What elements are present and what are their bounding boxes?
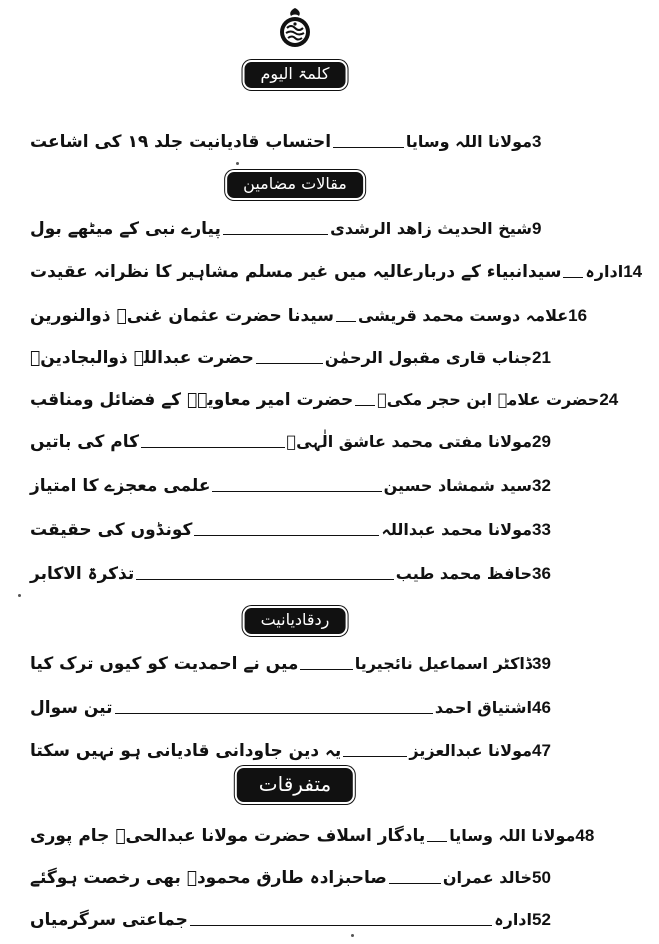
section-heading-mutafarriqat: متفرقات bbox=[237, 768, 353, 802]
entry-page-number: 50 bbox=[532, 868, 551, 887]
entry-title: حضرت عبداللہ ذوالبجادینؓ bbox=[30, 348, 254, 368]
entry-page-number: 29 bbox=[532, 432, 551, 451]
entry-page-number: 47 bbox=[532, 741, 551, 760]
dotted-leader bbox=[115, 713, 433, 714]
toc-entry[interactable] bbox=[28, 256, 643, 284]
entry-title: کونڈوں کی حقیقت bbox=[30, 520, 193, 540]
entry-title: کام کی باتیں bbox=[30, 432, 140, 452]
entry-title: علمی معجزے کا امتیاز bbox=[30, 476, 211, 496]
entry-author: مولانا عبدالعزیز bbox=[409, 741, 532, 760]
entry-page-number: 3 bbox=[532, 132, 542, 151]
section-heading-maqalat: مقالات مضامین bbox=[227, 172, 363, 198]
dotted-leader bbox=[355, 405, 375, 406]
entry-page-number: 32 bbox=[532, 476, 551, 495]
dotted-leader bbox=[333, 147, 404, 148]
toc-entry[interactable] bbox=[28, 820, 595, 848]
entry-page-number: 24 bbox=[599, 390, 619, 409]
entry-author: ڈاکٹر اسماعیل نائجیریا bbox=[354, 654, 532, 673]
entry-author: مولانا مفتی محمد عاشق الٰہیؒ bbox=[286, 432, 532, 451]
toc-entry[interactable] bbox=[28, 514, 568, 542]
toc-entry[interactable] bbox=[28, 300, 588, 328]
entry-page-number: 39 bbox=[532, 654, 551, 673]
calligraphy-emblem-icon bbox=[277, 6, 313, 50]
entry-author: اشتیاق احمد bbox=[434, 698, 532, 717]
section-heading-radd-qadianiyat: ردقادیانیت bbox=[245, 608, 346, 634]
toc-entry[interactable] bbox=[28, 904, 568, 932]
entry-author: مولانا اللہ وسایا bbox=[449, 826, 576, 845]
entry-page-number: 33 bbox=[532, 520, 551, 539]
entry-page-number: 16 bbox=[568, 306, 588, 325]
dotted-leader bbox=[256, 363, 323, 364]
entry-page-number: 9 bbox=[532, 219, 542, 238]
entry-title: سیدانبیاء کے دربارعالیہ میں غیر مسلم مشاہیر کا نظرانہ عقیدت bbox=[30, 262, 562, 282]
toc-entry[interactable] bbox=[28, 426, 568, 454]
dotted-leader bbox=[563, 277, 583, 278]
entry-title: تین سوال bbox=[30, 698, 113, 718]
scan-speck bbox=[236, 162, 239, 165]
dotted-leader bbox=[190, 925, 492, 926]
entry-author: ادارہ bbox=[585, 262, 624, 281]
entry-title: یہ دین جاودانی قادیانی ہو نہیں سکتا bbox=[30, 741, 342, 761]
dotted-leader bbox=[223, 234, 328, 235]
dotted-leader bbox=[194, 535, 379, 536]
entry-author: شیخ الحدیث زاھد الرشدی bbox=[330, 219, 532, 238]
dotted-leader bbox=[389, 883, 441, 884]
toc-entry[interactable] bbox=[28, 648, 568, 676]
toc-entry[interactable] bbox=[28, 384, 619, 412]
scan-speck bbox=[18, 594, 21, 597]
entry-title: حضرت امیر معاویہؓ کے فضائل ومناقب bbox=[30, 390, 354, 410]
entry-author: سید شمشاد حسین bbox=[383, 476, 532, 495]
toc-entry[interactable] bbox=[28, 862, 568, 890]
toc-entry[interactable] bbox=[28, 213, 568, 241]
entry-page-number: 46 bbox=[532, 698, 551, 717]
toc-entry[interactable] bbox=[28, 558, 568, 586]
toc-entry[interactable] bbox=[28, 126, 568, 154]
entry-author: حضرت علامہ ابن حجر مکیؒ bbox=[377, 390, 600, 409]
dotted-leader bbox=[136, 579, 394, 580]
dotted-leader bbox=[300, 669, 352, 670]
entry-page-number: 36 bbox=[532, 564, 551, 583]
entry-title: میں نے احمدیت کو کیوں ترک کیا bbox=[30, 654, 299, 674]
toc-entry[interactable] bbox=[28, 692, 568, 720]
toc-entry[interactable] bbox=[28, 735, 568, 763]
entry-author: حافظ محمد طیب bbox=[395, 564, 532, 583]
entry-author: ادارہ bbox=[494, 910, 532, 929]
entry-title: تذکرۃ الاکابر bbox=[30, 564, 135, 584]
entry-title: جماعتی سرگرمیاں bbox=[30, 910, 188, 930]
entry-author: علامہ دوست محمد قریشی bbox=[357, 306, 569, 325]
entry-author: جناب قاری مقبول الرحمٰن bbox=[324, 348, 532, 367]
entry-page-number: 52 bbox=[532, 910, 551, 929]
entry-title: احتساب قادیانیت جلد ١٩ کی اشاعت bbox=[30, 132, 332, 152]
entry-title: سیدنا حضرت عثمان غنیؓ ذوالنورین bbox=[30, 306, 334, 326]
entry-title: صاحبزادہ طارق محمودؒ بھی رخصت ہوگئے bbox=[30, 868, 387, 888]
entry-author: مولانا اللہ وسایا bbox=[405, 132, 532, 151]
entry-author: مولانا محمد عبداللہ bbox=[381, 520, 532, 539]
section-heading-kalimat-ul-yaum: کلمۃ الیوم bbox=[245, 62, 346, 88]
dotted-leader bbox=[427, 841, 447, 842]
entry-page-number: 21 bbox=[532, 348, 551, 367]
dotted-leader bbox=[343, 756, 407, 757]
dotted-leader bbox=[212, 491, 381, 492]
entry-page-number: 14 bbox=[623, 262, 643, 281]
dotted-leader bbox=[336, 321, 356, 322]
toc-entry[interactable] bbox=[28, 342, 568, 370]
entry-author: خالد عمران bbox=[442, 868, 532, 887]
dotted-leader bbox=[141, 447, 285, 448]
entry-page-number: 48 bbox=[575, 826, 595, 845]
entry-title: پیارے نبی کے میٹھے بول bbox=[30, 219, 221, 239]
scan-speck bbox=[351, 934, 354, 937]
entry-title: یادگار اسلاف حضرت مولانا عبدالحیؒ جام پوری bbox=[30, 826, 426, 846]
toc-entry[interactable] bbox=[28, 470, 568, 498]
